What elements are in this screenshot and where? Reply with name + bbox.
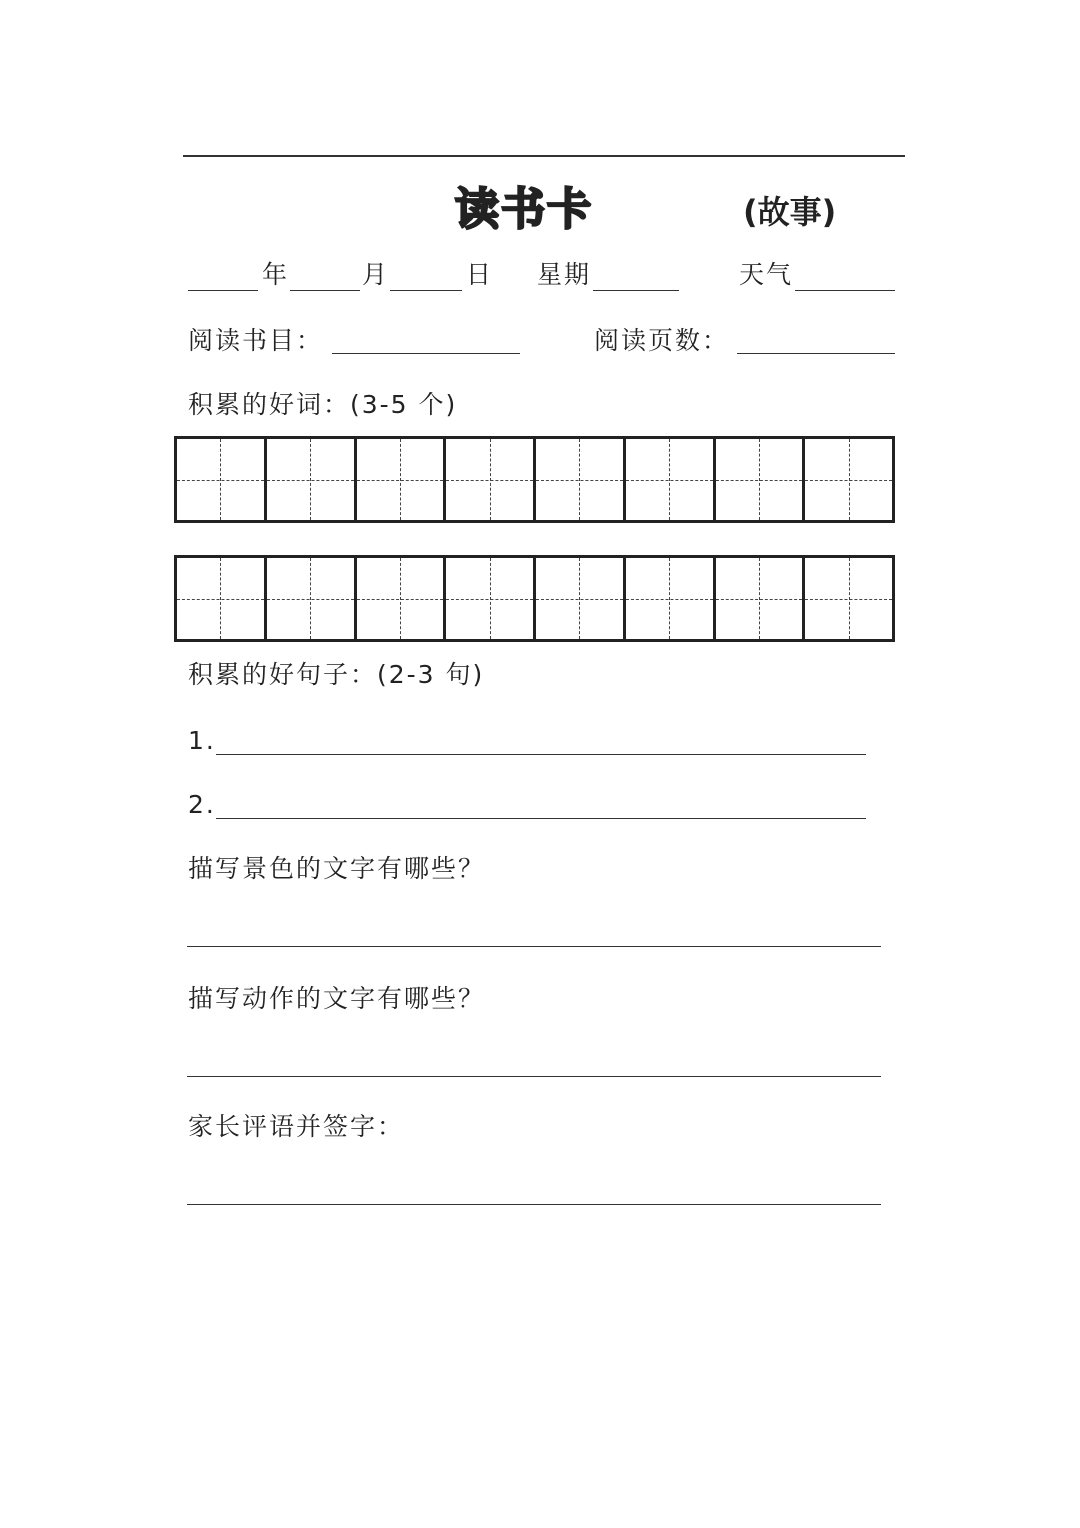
word-cell[interactable]: [443, 439, 533, 520]
month-label: 月: [362, 260, 390, 289]
pages-label: 阅读页数：: [594, 326, 730, 355]
word-grid-row-2: [174, 555, 895, 642]
word-cell[interactable]: [623, 439, 713, 520]
word-cell[interactable]: [802, 439, 892, 520]
word-cell[interactable]: [533, 439, 623, 520]
parent-comment-label: 家长评语并签字：: [188, 1112, 405, 1141]
weather-label: 天气: [739, 260, 794, 289]
good-sentences-label: 积累的好句子：(2-3 句): [188, 660, 485, 689]
weather-field[interactable]: [795, 290, 895, 291]
word-cell[interactable]: [354, 439, 444, 520]
sentence-line-1[interactable]: [216, 754, 866, 755]
action-answer-line[interactable]: [187, 1076, 881, 1077]
scenery-answer-line[interactable]: [187, 946, 881, 947]
word-cell[interactable]: [533, 558, 623, 639]
book-title-label: 阅读书目：: [188, 326, 324, 355]
word-cell[interactable]: [713, 558, 803, 639]
sentence-number-2: 2.: [188, 790, 216, 819]
day-label: 日: [466, 260, 494, 289]
card-title: 读书卡: [455, 184, 593, 235]
scenery-question: 描写景色的文字有哪些？: [188, 854, 486, 883]
word-cell[interactable]: [354, 558, 444, 639]
sentence-line-2[interactable]: [216, 818, 866, 819]
month-field[interactable]: [290, 290, 360, 291]
year-field[interactable]: [188, 290, 258, 291]
word-cell[interactable]: [443, 558, 533, 639]
year-label: 年: [262, 260, 290, 289]
sentence-number-1: 1.: [188, 726, 216, 755]
word-cell[interactable]: [802, 558, 892, 639]
book-title-field[interactable]: [332, 353, 520, 354]
pages-field[interactable]: [737, 353, 895, 354]
word-cell[interactable]: [264, 558, 354, 639]
day-field[interactable]: [390, 290, 462, 291]
card-subtitle: (故事): [743, 193, 837, 231]
word-cell[interactable]: [177, 439, 264, 520]
top-divider: [183, 155, 905, 157]
parent-comment-line[interactable]: [187, 1204, 881, 1205]
word-cell[interactable]: [713, 439, 803, 520]
good-words-label: 积累的好词：(3-5 个): [188, 390, 458, 419]
word-cell[interactable]: [623, 558, 713, 639]
action-question: 描写动作的文字有哪些？: [188, 984, 486, 1013]
weekday-field[interactable]: [593, 290, 679, 291]
word-cell[interactable]: [264, 439, 354, 520]
word-grid-row-1: [174, 436, 895, 523]
word-cell[interactable]: [177, 558, 264, 639]
weekday-label: 星期: [537, 260, 592, 289]
